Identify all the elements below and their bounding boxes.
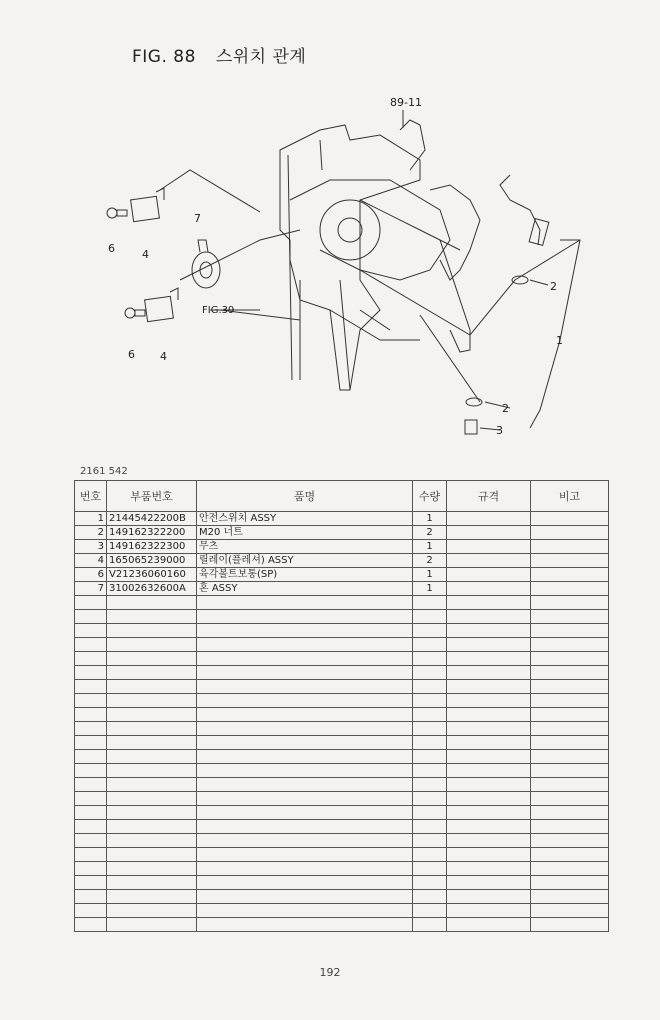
empty-table-row — [75, 694, 609, 708]
empty-cell — [413, 666, 447, 680]
empty-cell — [75, 666, 107, 680]
empty-cell — [413, 624, 447, 638]
callout-89-11: 89-11 — [390, 96, 422, 109]
empty-table-row — [75, 848, 609, 862]
empty-cell — [75, 652, 107, 666]
empty-cell — [447, 806, 531, 820]
empty-cell — [447, 918, 531, 932]
cell-no: 3 — [75, 540, 107, 554]
empty-cell — [197, 736, 413, 750]
empty-table-row — [75, 610, 609, 624]
callout-2-lower: 2 — [502, 402, 509, 415]
empty-cell — [107, 848, 197, 862]
table-row — [75, 540, 609, 554]
empty-cell — [531, 596, 609, 610]
cell-spec — [447, 540, 531, 554]
empty-cell — [531, 708, 609, 722]
empty-cell — [75, 778, 107, 792]
washer-drawing — [465, 420, 477, 434]
empty-cell — [413, 638, 447, 652]
empty-table-row — [75, 778, 609, 792]
empty-table-row — [75, 624, 609, 638]
empty-cell — [107, 652, 197, 666]
empty-cell — [197, 596, 413, 610]
empty-cell — [197, 834, 413, 848]
empty-cell — [531, 652, 609, 666]
empty-cell — [413, 778, 447, 792]
empty-table-row — [75, 876, 609, 890]
empty-cell — [197, 806, 413, 820]
empty-cell — [75, 624, 107, 638]
header-part-name: 품명 — [197, 481, 413, 512]
cell-part-number: V21236060160 — [107, 568, 197, 582]
empty-cell — [75, 806, 107, 820]
cell-part-name: 안전스위치 ASSY — [197, 512, 413, 526]
empty-cell — [447, 778, 531, 792]
empty-table-row — [75, 652, 609, 666]
empty-cell — [75, 708, 107, 722]
exploded-parts-diagram — [60, 80, 620, 450]
empty-cell — [413, 680, 447, 694]
cell-quantity: 1 — [413, 568, 447, 582]
page-number: 192 — [319, 966, 341, 979]
empty-cell — [447, 792, 531, 806]
empty-cell — [413, 806, 447, 820]
empty-cell — [447, 904, 531, 918]
empty-cell — [413, 792, 447, 806]
empty-cell — [197, 862, 413, 876]
cell-no: 4 — [75, 554, 107, 568]
empty-cell — [197, 820, 413, 834]
empty-cell — [447, 848, 531, 862]
empty-cell — [197, 764, 413, 778]
empty-cell — [531, 918, 609, 932]
empty-cell — [197, 610, 413, 624]
callout-3: 3 — [496, 424, 503, 437]
cell-part-name: 릴레이(플레셔) ASSY — [197, 554, 413, 568]
empty-cell — [75, 610, 107, 624]
empty-cell — [107, 694, 197, 708]
cell-note — [531, 568, 609, 582]
empty-cell — [107, 834, 197, 848]
empty-cell — [197, 792, 413, 806]
empty-cell — [447, 834, 531, 848]
empty-table-row — [75, 834, 609, 848]
cell-spec — [447, 512, 531, 526]
empty-cell — [413, 708, 447, 722]
cell-note — [531, 526, 609, 540]
bolt-lower-drawing — [125, 308, 135, 318]
empty-cell — [107, 764, 197, 778]
empty-cell — [531, 722, 609, 736]
header-part-number: 부품번호 — [107, 481, 197, 512]
empty-cell — [531, 764, 609, 778]
empty-cell — [197, 918, 413, 932]
empty-table-row — [75, 638, 609, 652]
table-row — [75, 526, 609, 540]
callout-1: 1 — [556, 334, 563, 347]
empty-cell — [413, 610, 447, 624]
cell-part-number: 21445422200B — [107, 512, 197, 526]
cell-spec — [447, 526, 531, 540]
empty-cell — [447, 596, 531, 610]
empty-cell — [197, 652, 413, 666]
empty-cell — [75, 694, 107, 708]
empty-cell — [413, 848, 447, 862]
empty-cell — [413, 764, 447, 778]
empty-cell — [531, 890, 609, 904]
empty-cell — [447, 694, 531, 708]
empty-cell — [75, 680, 107, 694]
empty-cell — [107, 792, 197, 806]
empty-cell — [197, 904, 413, 918]
empty-cell — [447, 722, 531, 736]
cell-no: 2 — [75, 526, 107, 540]
empty-cell — [197, 680, 413, 694]
header-no: 번호 — [75, 481, 107, 512]
cell-quantity: 1 — [413, 582, 447, 596]
empty-cell — [413, 890, 447, 904]
empty-cell — [197, 890, 413, 904]
figure-number: FIG. 88 — [132, 47, 196, 67]
safety-switch-drawing — [500, 175, 540, 245]
empty-cell — [197, 624, 413, 638]
empty-cell — [75, 820, 107, 834]
header-quantity: 수량 — [413, 481, 447, 512]
empty-table-row — [75, 750, 609, 764]
empty-cell — [107, 624, 197, 638]
cell-note — [531, 554, 609, 568]
empty-cell — [447, 820, 531, 834]
empty-cell — [447, 624, 531, 638]
empty-cell — [75, 862, 107, 876]
cell-part-number: 149162322200 — [107, 526, 197, 540]
empty-cell — [75, 848, 107, 862]
empty-cell — [107, 596, 197, 610]
empty-cell — [107, 806, 197, 820]
relay-lower-drawing — [145, 296, 174, 321]
empty-cell — [107, 722, 197, 736]
empty-table-row — [75, 708, 609, 722]
empty-cell — [413, 820, 447, 834]
cell-part-name: 혼 ASSY — [197, 582, 413, 596]
empty-cell — [75, 876, 107, 890]
empty-table-row — [75, 890, 609, 904]
empty-table-row — [75, 680, 609, 694]
empty-cell — [531, 750, 609, 764]
empty-cell — [107, 778, 197, 792]
header-spec: 규격 — [447, 481, 531, 512]
callout-fig39: FIG.39 — [202, 305, 235, 316]
cell-part-name: 무츠 — [197, 540, 413, 554]
header-note: 비고 — [531, 481, 609, 512]
empty-cell — [197, 638, 413, 652]
cell-part-number: 31002632600A — [107, 582, 197, 596]
cell-no: 7 — [75, 582, 107, 596]
empty-cell — [447, 638, 531, 652]
bolt-upper-drawing — [107, 208, 117, 218]
empty-cell — [197, 708, 413, 722]
empty-table-row — [75, 736, 609, 750]
empty-cell — [107, 750, 197, 764]
cell-part-number: 149162322300 — [107, 540, 197, 554]
empty-cell — [197, 722, 413, 736]
empty-cell — [531, 778, 609, 792]
horn-drawing — [192, 252, 220, 288]
empty-cell — [75, 596, 107, 610]
cell-quantity: 1 — [413, 512, 447, 526]
empty-table-row — [75, 722, 609, 736]
empty-cell — [531, 610, 609, 624]
empty-cell — [75, 792, 107, 806]
callout-7: 7 — [194, 212, 201, 225]
cell-note — [531, 512, 609, 526]
empty-cell — [413, 876, 447, 890]
empty-cell — [447, 610, 531, 624]
table-row — [75, 582, 609, 596]
empty-cell — [531, 666, 609, 680]
empty-cell — [413, 596, 447, 610]
table-header-row — [75, 481, 609, 512]
empty-cell — [413, 904, 447, 918]
cell-spec — [447, 568, 531, 582]
empty-cell — [75, 638, 107, 652]
empty-cell — [197, 876, 413, 890]
empty-cell — [447, 764, 531, 778]
cell-quantity: 1 — [413, 540, 447, 554]
empty-cell — [531, 806, 609, 820]
empty-cell — [413, 918, 447, 932]
empty-cell — [531, 848, 609, 862]
empty-cell — [197, 750, 413, 764]
empty-cell — [197, 694, 413, 708]
empty-cell — [75, 890, 107, 904]
empty-cell — [107, 708, 197, 722]
empty-cell — [75, 736, 107, 750]
empty-table-row — [75, 904, 609, 918]
empty-cell — [413, 736, 447, 750]
empty-table-row — [75, 806, 609, 820]
empty-cell — [531, 820, 609, 834]
relay-upper-drawing — [131, 196, 160, 221]
empty-cell — [75, 834, 107, 848]
parts-table — [74, 480, 609, 932]
empty-cell — [413, 652, 447, 666]
empty-cell — [447, 680, 531, 694]
cell-part-name: M20 너트 — [197, 526, 413, 540]
cell-quantity: 2 — [413, 526, 447, 540]
empty-cell — [413, 834, 447, 848]
empty-cell — [413, 694, 447, 708]
callout-4-upper: 4 — [142, 248, 149, 261]
callout-4-lower: 4 — [160, 350, 167, 363]
empty-cell — [197, 848, 413, 862]
empty-cell — [531, 876, 609, 890]
callout-6-lower: 6 — [128, 348, 135, 361]
empty-cell — [107, 820, 197, 834]
empty-table-row — [75, 666, 609, 680]
frame-drawing — [280, 125, 420, 390]
empty-cell — [531, 904, 609, 918]
empty-cell — [531, 638, 609, 652]
figure-name: 스위치 관계 — [215, 47, 307, 67]
cell-spec — [447, 582, 531, 596]
empty-cell — [413, 722, 447, 736]
table-row — [75, 554, 609, 568]
empty-cell — [107, 918, 197, 932]
empty-cell — [531, 694, 609, 708]
empty-cell — [107, 862, 197, 876]
empty-cell — [75, 750, 107, 764]
empty-cell — [447, 876, 531, 890]
empty-cell — [75, 904, 107, 918]
empty-cell — [447, 862, 531, 876]
empty-cell — [447, 666, 531, 680]
callout-2-upper: 2 — [550, 280, 557, 293]
cell-spec — [447, 554, 531, 568]
empty-cell — [107, 610, 197, 624]
cell-note — [531, 582, 609, 596]
empty-cell — [531, 736, 609, 750]
empty-cell — [75, 764, 107, 778]
empty-table-row — [75, 764, 609, 778]
sheet-code: 2161 542 — [80, 466, 128, 477]
empty-cell — [531, 862, 609, 876]
empty-cell — [531, 680, 609, 694]
empty-cell — [107, 666, 197, 680]
empty-cell — [413, 750, 447, 764]
table-row — [75, 512, 609, 526]
empty-cell — [531, 834, 609, 848]
empty-cell — [447, 750, 531, 764]
empty-cell — [447, 652, 531, 666]
pedal-bracket-drawing — [430, 185, 480, 280]
empty-cell — [107, 890, 197, 904]
cell-part-name: 육각볼트보통(SP) — [197, 568, 413, 582]
cell-no: 6 — [75, 568, 107, 582]
empty-table-row — [75, 918, 609, 932]
empty-cell — [197, 778, 413, 792]
empty-table-row — [75, 820, 609, 834]
empty-cell — [75, 918, 107, 932]
cell-part-number: 165065239000 — [107, 554, 197, 568]
empty-cell — [413, 862, 447, 876]
empty-cell — [447, 708, 531, 722]
empty-cell — [107, 876, 197, 890]
cell-note — [531, 540, 609, 554]
empty-table-row — [75, 792, 609, 806]
table-row — [75, 568, 609, 582]
cell-quantity: 2 — [413, 554, 447, 568]
empty-cell — [447, 736, 531, 750]
cell-no: 1 — [75, 512, 107, 526]
empty-cell — [447, 890, 531, 904]
callout-6-upper: 6 — [108, 242, 115, 255]
empty-cell — [75, 722, 107, 736]
empty-cell — [107, 904, 197, 918]
empty-cell — [107, 736, 197, 750]
empty-cell — [107, 638, 197, 652]
empty-cell — [531, 792, 609, 806]
empty-cell — [531, 624, 609, 638]
empty-table-row — [75, 862, 609, 876]
empty-table-row — [75, 596, 609, 610]
empty-cell — [107, 680, 197, 694]
figure-title — [132, 42, 306, 67]
empty-cell — [197, 666, 413, 680]
